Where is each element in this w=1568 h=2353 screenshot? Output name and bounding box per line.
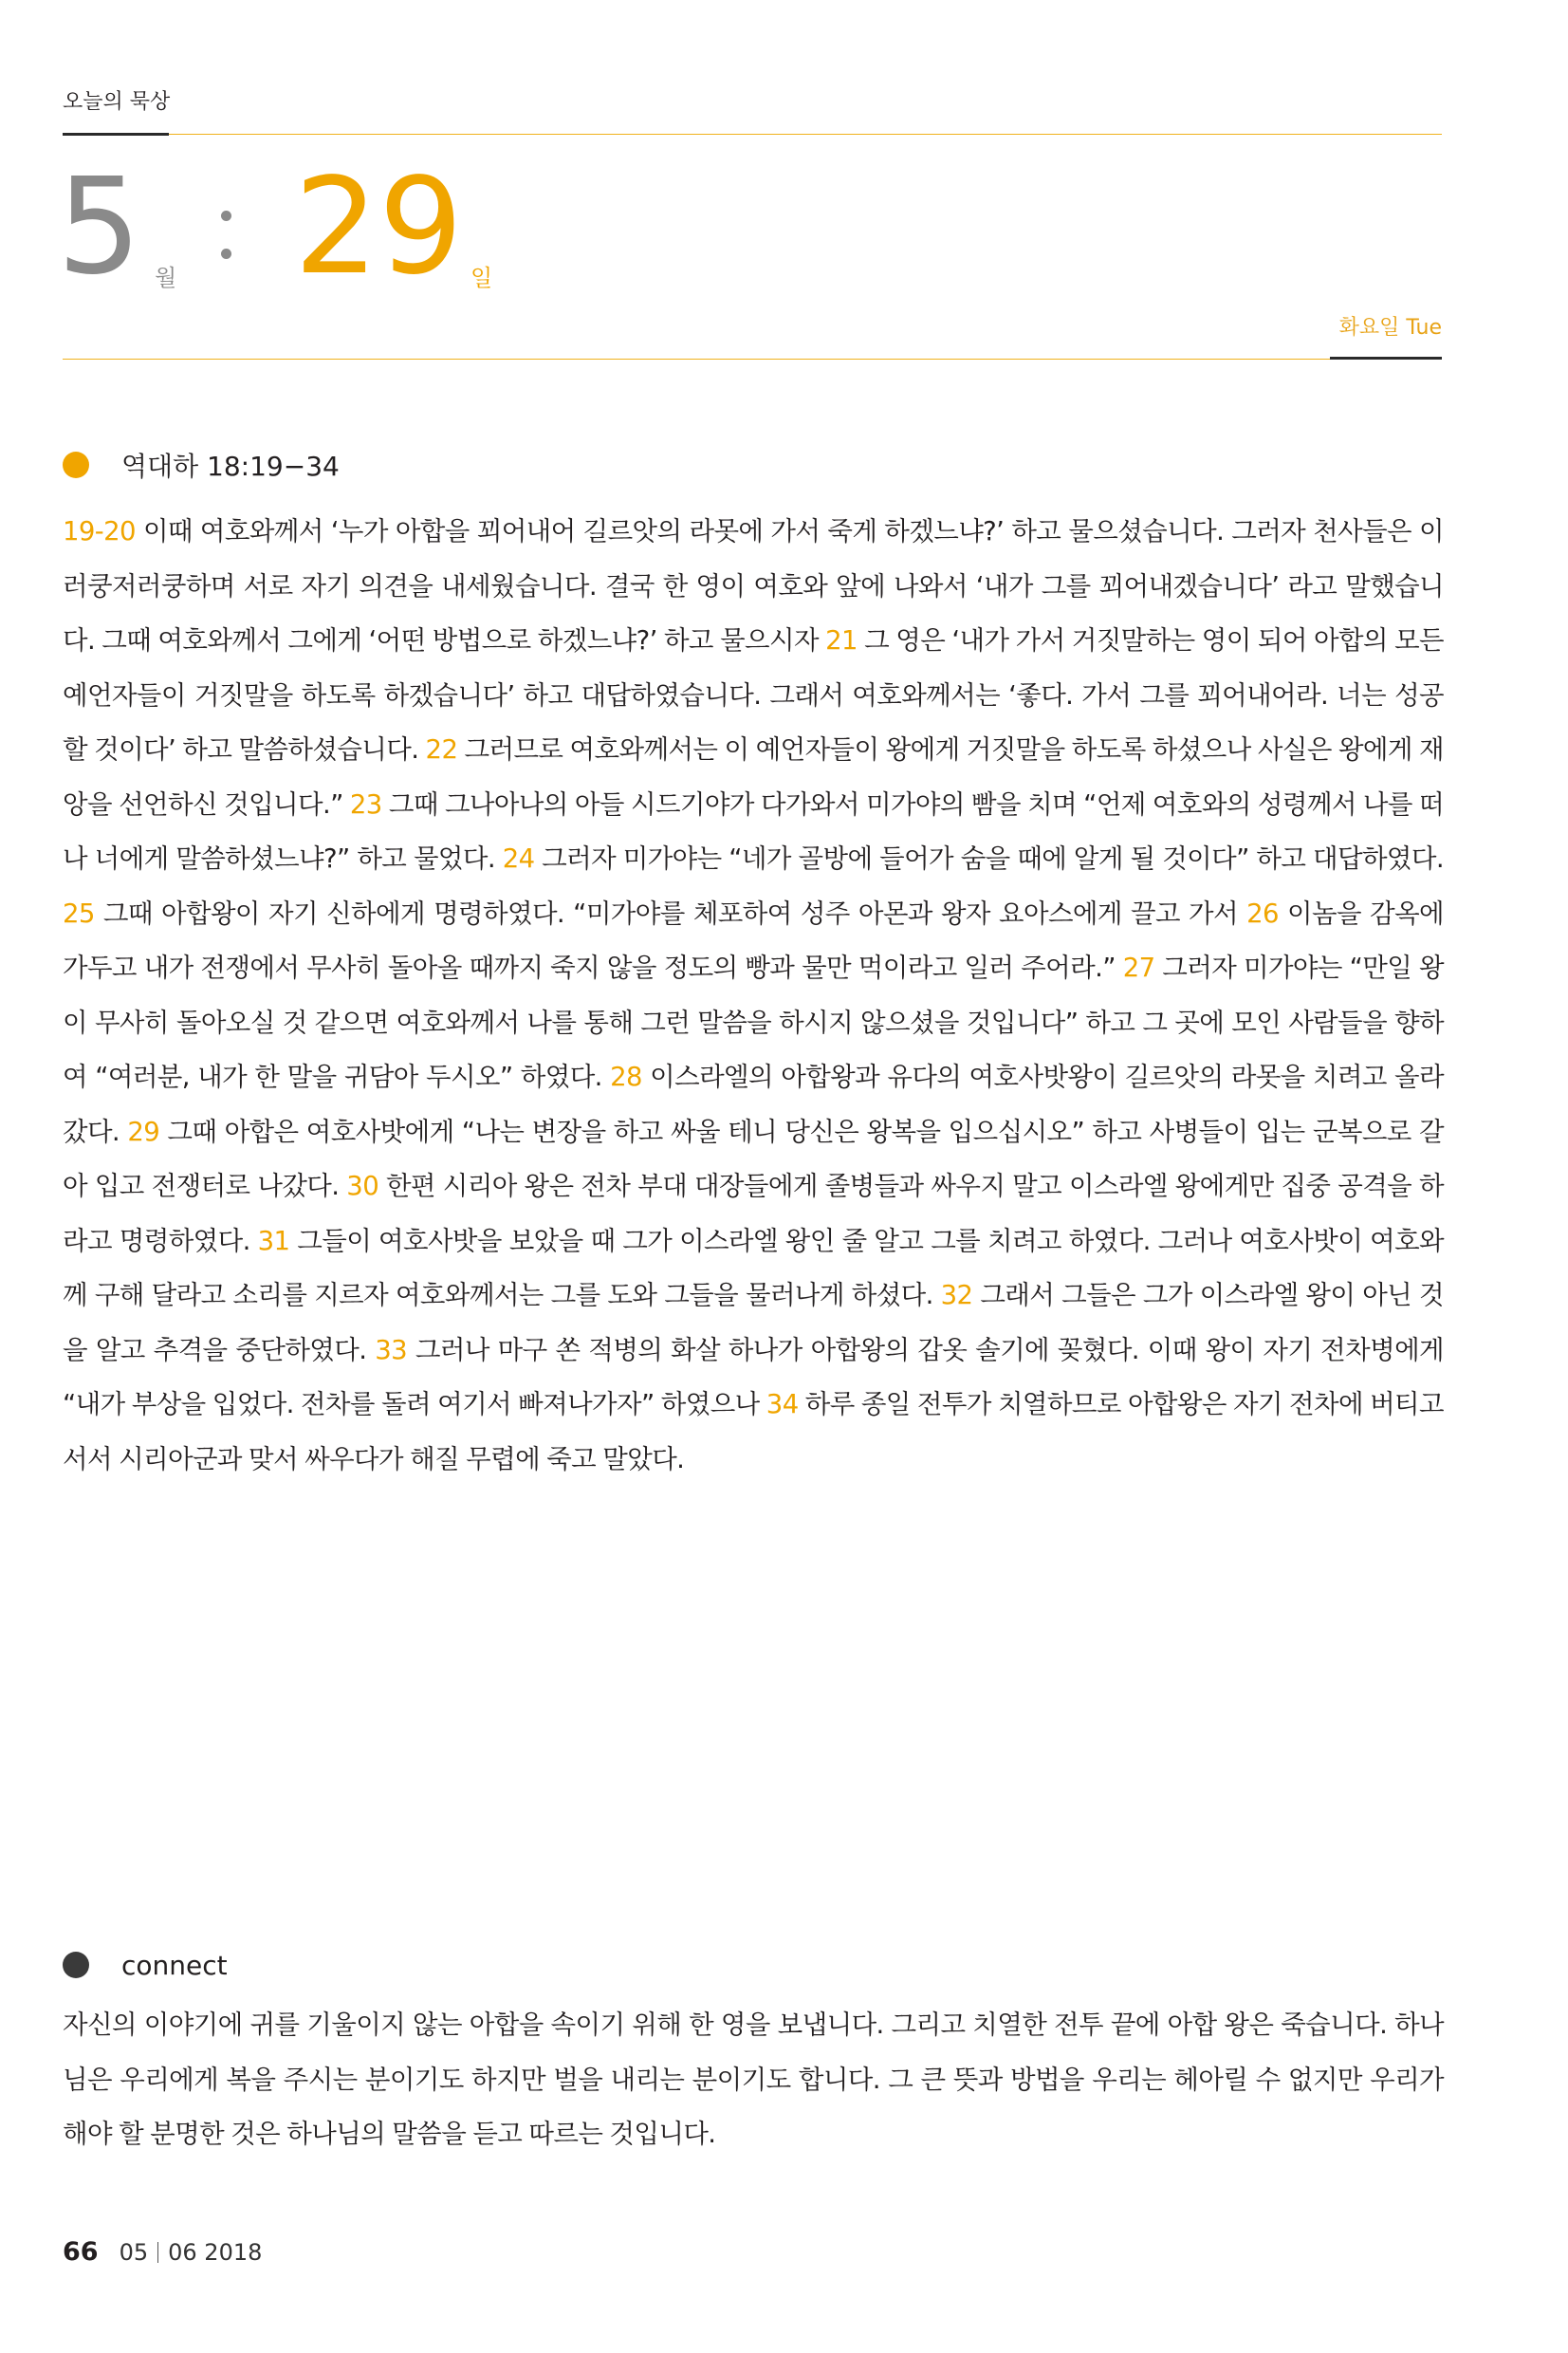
weekday-label: 화요일 Tue	[1338, 316, 1442, 340]
verse-number: 31	[257, 1225, 290, 1256]
date-rule-accent	[1330, 357, 1442, 360]
bullet-icon	[63, 1952, 89, 1978]
verse-text: 그들이 여호사밧을 보았을 때 그가 이스라엘 왕인 줄 알고 그를 치려고 하였다. 그러나 여호사밧이 여호와께 구해 달라고 소리를 지르자 여호와께서는 그를 도와 그들을 물러나게 하셨다.	[63, 1225, 1444, 1310]
verse-number: 27	[1122, 953, 1155, 983]
month-number: 5	[57, 150, 142, 305]
verse-text: 그러므로 여호와께서는 이 예언자들이 왕에게 거짓말을 하도록 하셨으나 사실은 왕에게 재앙을 선언하신 것입니다.”	[63, 734, 1444, 820]
issue-date: 05 06 2018	[119, 2238, 263, 2266]
verse-text: 이때 여호와께서 ‘누가 아합을 꾀어내어 길르앗의 라못에 가서 죽게 하겠느냐?’ 하고 물으셨습니다. 그러자 천사들은 이러쿵저러쿵하며 서로 자기 의견을 내세웠습니다. 결국 한 영이 여호와 앞에 나와서 ‘내가 그를 꾀어내겠습니다’ 라고 말했습니다. 그때 여호와께서 그에게 ‘어떤 방법으로 하겠느냐?’ 하고 물으시자	[63, 516, 1444, 656]
verse-text: 한편 시리아 왕은 전차 부대 대장들에게 졸병들과 싸우지 말고 이스라엘 왕에게만 집중 공격을 하라고 명령하였다.	[63, 1171, 1444, 1256]
verse-number: 26	[1246, 898, 1279, 929]
verse-number: 22	[425, 734, 458, 765]
verse-text: 그때 아합왕이 자기 신하에게 명령하였다. “미가야를 체포하여 성주 아몬과 왕자 요아스에게 끌고 가서	[94, 898, 1247, 929]
verse-text: 그래서 그들은 그가 이스라엘 왕이 아닌 것을 알고 추격을 중단하였다.	[63, 1280, 1444, 1365]
verse-text: 그러자 미가야는 “만일 왕이 무사히 돌아오실 것 같으면 여호와께서 나를 통해 그런 말씀을 하시지 않으셨을 것입니다” 하고 그 곳에 모인 사람들을 향하여 “여러분, 내가 한 말을 귀담아 두시오” 하였다.	[63, 953, 1444, 1092]
connect-body: 자신의 이야기에 귀를 기울이지 않는 아합을 속이기 위해 한 영을 보냅니다. 그리고 치열한 전투 끝에 아합 왕은 죽습니다. 하나님은 우리에게 복을 주시는 분이기도 하지만 벌을 내리는 분이기도 합니다. 그 큰 뜻과 방법을 우리는 헤아릴 수 없지만 우리가 해야 할 분명한 것은 하나님의 말씀을 듣고 따르는 것입니다.	[63, 2010, 1444, 2149]
verse-text: 그러자 미가야는 “네가 골방에 들어가 숨을 때에 알게 될 것이다” 하고 대답하였다.	[534, 843, 1445, 874]
section-label: 오늘의 묵상	[63, 90, 171, 114]
verse-number: 21	[825, 625, 858, 656]
passage-reference: 역대하 18:19−34	[121, 451, 340, 482]
verse-text: 이놈을 감옥에 가두고 내가 전쟁에서 무사히 돌아올 때까지 죽지 않을 정도의 빵과 물만 먹이라고 일러 주어라.”	[63, 898, 1444, 983]
verse-number: 30	[346, 1171, 379, 1201]
connect-title: connect	[121, 1949, 228, 1981]
verse-text: 하루 종일 전투가 치열하므로 아합왕은 자기 전차에 버티고 서서 시리아군과 맞서 싸우다가 해질 무렵에 죽고 말았다.	[63, 1389, 1444, 1474]
verse-number: 32	[940, 1280, 973, 1310]
connect-heading	[63, 1946, 228, 1984]
date-rule	[63, 359, 1330, 360]
day-unit: 일	[470, 265, 493, 291]
bullet-icon	[63, 452, 89, 478]
verse-number: 24	[502, 843, 535, 874]
date-colon	[221, 201, 232, 269]
verse-number: 25	[63, 898, 95, 929]
verse-number: 34	[766, 1389, 799, 1419]
header-rule-accent	[63, 133, 169, 136]
passage-heading	[63, 446, 340, 484]
verse-number: 28	[610, 1062, 642, 1092]
verse-text: 그 영은 ‘내가 가서 거짓말하는 영이 되어 아합의 모든 예언자들이 거짓말을 하도록 하겠습니다’ 하고 대답하였습니다. 그래서 여호와께서는 ‘좋다. 가서 그를 꾀어내어라. 너는 성공할 것이다’ 하고 말씀하셨습니다.	[63, 625, 1444, 765]
verse-text: 그러나 마구 쏜 적병의 화살 하나가 아합왕의 갑옷 솔기에 꽂혔다. 이때 왕이 자기 전차병에게 “내가 부상을 입었다. 전차를 돌려 여기서 빠져나가자” 하였으나	[63, 1334, 1445, 1419]
verse-number: 23	[349, 788, 382, 820]
verse-number: 19-20	[63, 516, 136, 547]
verse-text: 그때 아합은 여호사밧에게 “나는 변장을 하고 싸울 테니 당신은 왕복을 입으십시오” 하고 사병들이 입는 군복으로 갈아 입고 전쟁터로 나갔다.	[63, 1116, 1444, 1201]
month-unit: 월	[155, 265, 177, 291]
page-number: 66	[63, 2237, 99, 2267]
header-rule	[169, 134, 1442, 135]
verse-number: 29	[127, 1116, 160, 1147]
verse-number: 33	[375, 1334, 408, 1365]
verse-text: 이스라엘의 아합왕과 유다의 여호사밧왕이 길르앗의 라못을 치려고 올라갔다.	[63, 1062, 1444, 1147]
page-footer	[63, 2237, 262, 2267]
scripture-passage	[63, 505, 1444, 1487]
verse-text: 그때 그나아나의 아들 시드기야가 다가와서 미가야의 빰을 치며 “언제 여호와의 성령께서 나를 떠나 너에게 말씀하셨느냐?” 하고 물었다.	[63, 788, 1444, 874]
day-number: 29	[294, 150, 464, 305]
